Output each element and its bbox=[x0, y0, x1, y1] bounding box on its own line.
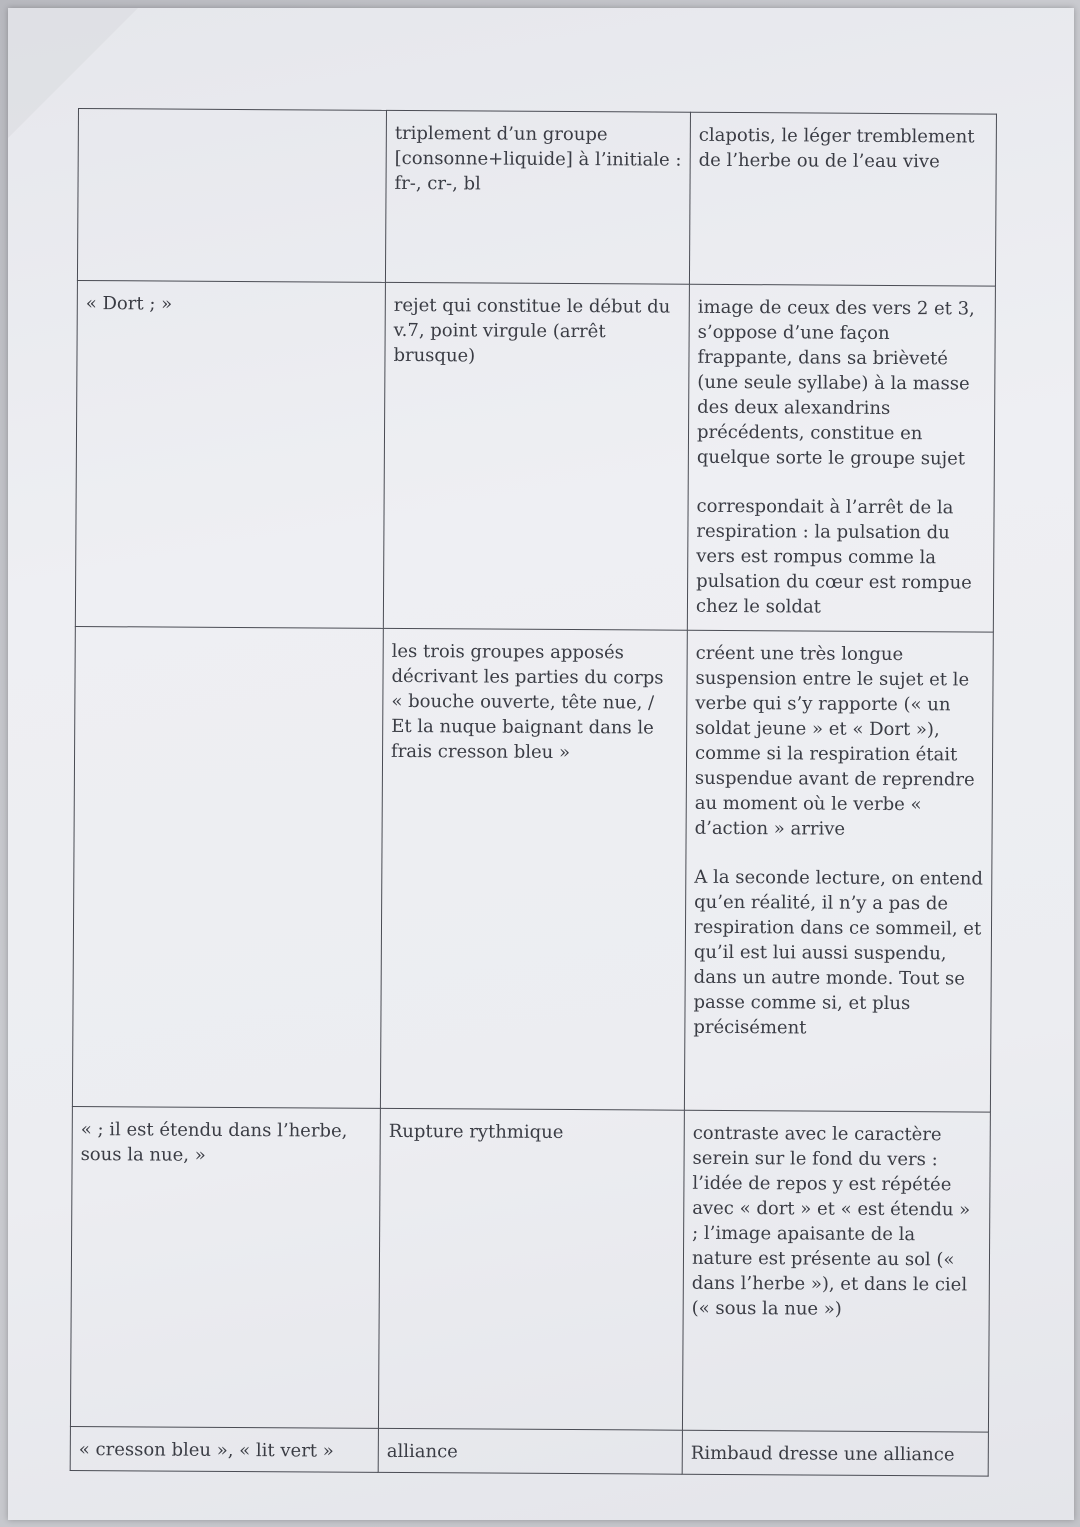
table-row bbox=[75, 280, 995, 632]
table-row bbox=[70, 1426, 988, 1476]
citation-cell: « Dort ; » bbox=[75, 280, 385, 628]
analysis-table bbox=[70, 108, 997, 1477]
interpretation-paragraph: créent une très longue suspension entre le sujet et le verbe qui s’y rapporte (« un soldat jeune » et « Dort »), comme si la respiration était suspendue avant de reprendre au moment où le verbe « d’action » arrive bbox=[694, 642, 975, 840]
procede-cell: triplement d’un groupe [consonne+liquide] à l’initiale : fr-, cr-, bl bbox=[385, 110, 690, 284]
interpretation-paragraph: Rimbaud dresse une alliance bbox=[690, 1442, 955, 1466]
procede-cell: Rupture rythmique bbox=[378, 1108, 684, 1430]
interpretation-paragraph: image de ceux des vers 2 et 3, s’oppose d’une façon frappante, dans sa brièveté (une seule syllabe) à la masse des deux alexandrins précédents, constitue en quelque sorte le groupe sujet bbox=[696, 296, 975, 470]
interpretation-paragraph: correspondait à l’arrêt de la respiration : la pulsation du vers est rompus comme la pulsation du cœur est rompue chez le soldat bbox=[695, 495, 972, 618]
interpretation-paragraph: A la seconde lecture, on entend qu’en réalité, il n’y a pas de respiration dans ce sommeil, et qu’il est lui aussi suspendu, dans un autre monde. Tout se passe comme si, et plus précisément bbox=[693, 866, 984, 1039]
interpretation-paragraph: contraste avec le caractère serein sur le fond du vers : l’idée de repos y est répétée avec « dort » et « est étendu » ; l’image apaisante de la nature est présente au sol (« dans l’herbe »), et dans le ciel (« sous la nue ») bbox=[691, 1122, 971, 1320]
procede-cell: alliance bbox=[378, 1428, 682, 1474]
interpretation-cell bbox=[689, 112, 996, 286]
document-body bbox=[70, 108, 996, 1466]
interpretation-cell bbox=[687, 284, 995, 632]
procede-cell: rejet qui constitue le début du v.7, point virgule (arrêt brusque) bbox=[383, 282, 689, 630]
citation-cell bbox=[72, 626, 383, 1108]
table-row bbox=[77, 109, 996, 287]
interpretation-paragraph: clapotis, le léger tremblement de l’herbe ou de l’eau vive bbox=[698, 124, 975, 173]
table-row bbox=[70, 1106, 990, 1432]
interpretation-cell bbox=[682, 1110, 990, 1432]
citation-cell: « cresson bleu », « lit vert » bbox=[70, 1426, 378, 1472]
procede-cell: les trois groupes apposés décrivant les parties du corps « bouche ouverte, tête nue, / Et la nuque baignant dans le frais cresson bleu » bbox=[380, 628, 687, 1110]
table-row bbox=[72, 626, 993, 1112]
interpretation-cell bbox=[684, 630, 993, 1112]
citation-cell: « ; il est étendu dans l’herbe, sous la nue, » bbox=[70, 1106, 380, 1428]
interpretation-cell bbox=[682, 1430, 988, 1476]
citation-cell bbox=[77, 109, 386, 283]
